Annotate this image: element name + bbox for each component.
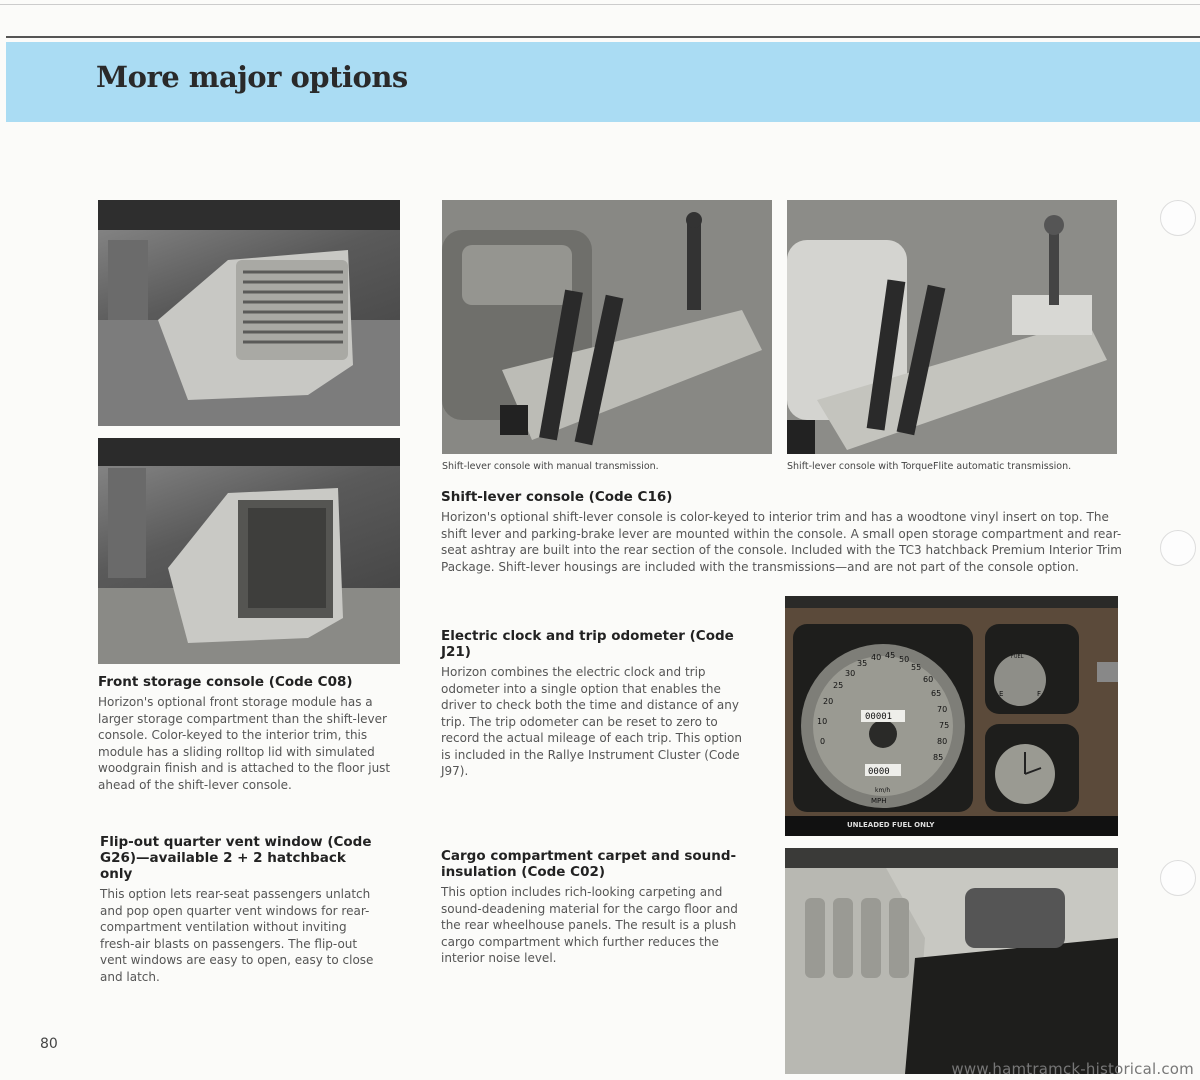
front-storage-heading: Front storage console (Code C08) xyxy=(98,674,353,690)
speed-mark: 85 xyxy=(933,753,944,762)
page-number: 80 xyxy=(40,1036,58,1052)
section-cargo xyxy=(441,848,746,967)
caption-automatic: Shift-lever console with TorqueFlite automatic transmission. xyxy=(787,461,1072,472)
speed-mark: 25 xyxy=(833,681,844,690)
front-storage-open-illustration xyxy=(98,438,400,664)
binder-hole xyxy=(1160,860,1196,896)
speed-mark: 50 xyxy=(899,655,910,664)
binder-hole xyxy=(1160,200,1196,236)
section-front-storage xyxy=(98,674,398,793)
speed-mark: 20 xyxy=(823,697,834,706)
console-manual-illustration xyxy=(442,200,772,454)
front-storage-body: Horizon's optional front storage module has a larger storage compartment than the shift-lever console. Color-keyed to the interior trim, this module has a sliding rolltop lid with simulated woodgrain finish and is attached to the floor just ahead of the shift-lever console. xyxy=(98,695,391,792)
speed-mark: 80 xyxy=(937,737,948,746)
flip-out-body: This option lets rear-seat passengers unlatch and pop open quarter vent windows for rear-compartment ventilation without inviting fresh-air blasts on passengers. The flip-out vent windows are easy to open, easy to close and latch. xyxy=(100,887,374,984)
trip-odometer-readout: 0000 xyxy=(868,767,890,777)
unleaded-fuel-label: UNLEADED FUEL ONLY xyxy=(847,821,935,829)
speed-mark: 30 xyxy=(845,669,856,678)
odometer-readout: 00001 xyxy=(865,712,893,722)
header-banner xyxy=(6,42,1200,122)
speed-mark: 10 xyxy=(817,717,828,726)
watermark: www.hamtramck-historical.com xyxy=(951,1060,1194,1078)
fuel-label: FUEL xyxy=(1011,654,1024,660)
section-shift-lever xyxy=(441,489,1131,575)
clock-body: Horizon combines the electric clock and trip odometer into a single option that enables the driver to check both the time and distance of any trip. The trip odometer can be reset to zero to record the actual mileage of each trip. This option is included in the Rallye Instrument Cluster (Code J97). xyxy=(441,665,742,778)
photo-cargo-compartment xyxy=(785,848,1118,1074)
section-flip-out xyxy=(100,834,380,985)
speed-mark: 40 xyxy=(871,653,882,662)
fuel-empty-label: E xyxy=(999,690,1004,698)
mph-label: MPH xyxy=(871,797,887,805)
section-clock xyxy=(441,628,746,780)
binder-hole xyxy=(1160,530,1196,566)
cargo-compartment-illustration xyxy=(785,848,1118,1074)
speed-mark: 70 xyxy=(937,705,948,714)
top-rule xyxy=(0,4,1200,5)
flip-out-heading: Flip-out quarter vent window (Code G26)—available 2 + 2 hatchback only xyxy=(100,834,372,882)
front-storage-closed-illustration xyxy=(98,200,400,426)
photo-front-storage-open xyxy=(98,438,400,664)
speed-mark: 35 xyxy=(857,659,868,668)
speed-mark: 65 xyxy=(931,689,942,698)
speed-mark: 60 xyxy=(923,675,934,684)
speed-mark: 75 xyxy=(939,721,950,730)
kmh-label: km/h xyxy=(875,787,891,794)
speed-mark: 55 xyxy=(911,663,922,672)
fuel-full-label: F xyxy=(1037,690,1042,698)
speed-mark: 45 xyxy=(885,651,896,660)
console-automatic-illustration xyxy=(787,200,1117,454)
photo-console-manual xyxy=(442,200,772,454)
instrument-cluster-illustration xyxy=(785,596,1118,836)
photo-console-automatic xyxy=(787,200,1117,454)
photo-front-storage-closed xyxy=(98,200,400,426)
photo-instrument-cluster xyxy=(785,596,1118,836)
banner-rule xyxy=(6,36,1200,38)
shift-lever-body: Horizon's optional shift-lever console is color-keyed to interior trim and has a woodtone vinyl insert on top. The shift lever and parking-brake lever are mounted within the console. A small open storage compartment and rear-seat ashtray are built into the rear section of the console. Included with the TC3 hatchback Premium Interior Trim Package. Shift-lever housings are included with the transmissions—and are not part of the console option. xyxy=(441,510,1122,574)
cargo-body: This option includes rich-looking carpeting and sound-deadening material for the cargo floor and the rear wheelhouse panels. The result is a plush cargo compartment which further reduces the interior noise level. xyxy=(441,885,738,965)
clock-heading: Electric clock and trip odometer (Code J21) xyxy=(441,628,734,660)
cargo-heading: Cargo compartment carpet and sound-insulation (Code C02) xyxy=(441,848,737,880)
speed-mark: 0 xyxy=(820,737,826,746)
page-title: More major options xyxy=(96,60,408,94)
shift-lever-heading: Shift-lever console (Code C16) xyxy=(441,489,673,505)
caption-manual: Shift-lever console with manual transmission. xyxy=(442,461,659,472)
